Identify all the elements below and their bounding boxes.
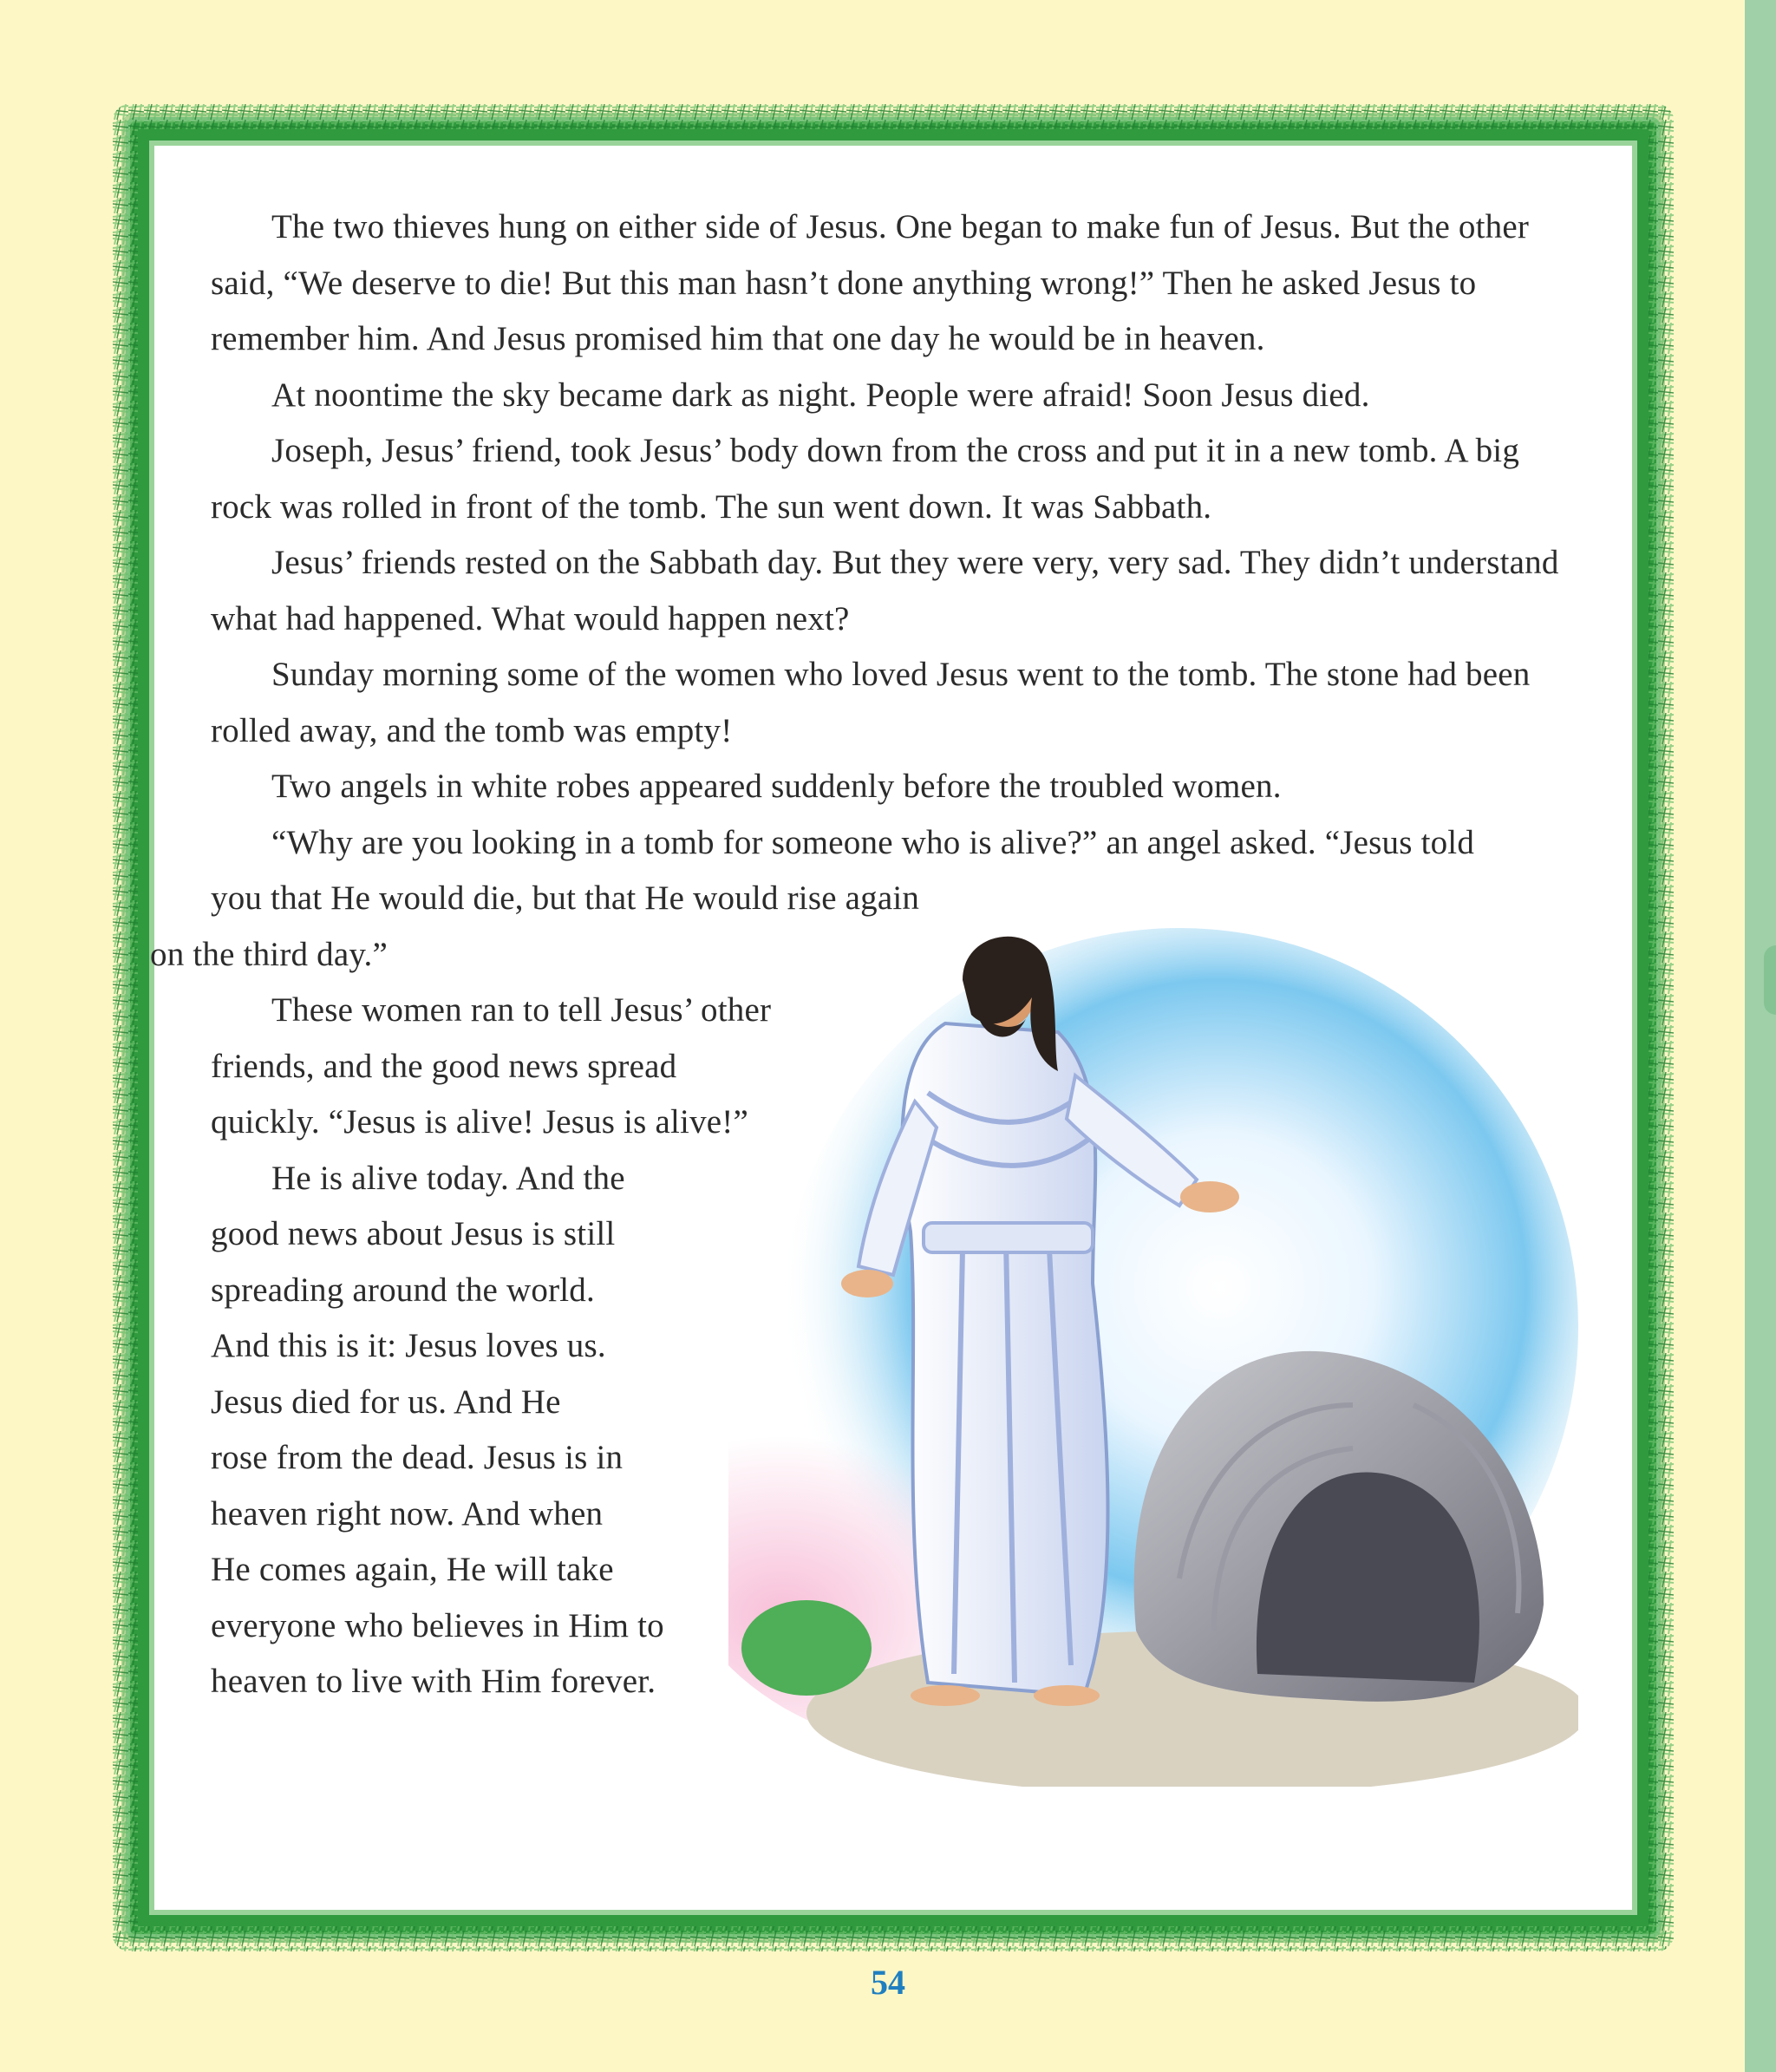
text-line: He is alive today. And the	[271, 1159, 625, 1197]
paragraph: At noontime the sky became dark as night. People were afraid! Soon Jesus died.	[271, 376, 1370, 414]
text-line: heaven to live with Him forever.	[211, 1663, 656, 1700]
bush	[741, 1600, 872, 1696]
paragraph: Sunday morning some of the women who loved Jesus went to the tomb. The stone had been rolled away, and the tomb was empty!	[211, 656, 1531, 749]
text-line: everyone who believes in Him to	[211, 1606, 664, 1644]
text-line: you that He would die, but that He would rise again	[211, 879, 920, 917]
text-line: These women ran to tell Jesus’ other	[271, 991, 772, 1029]
side-tab	[1764, 945, 1776, 1015]
text-line: friends, and the good news spread	[211, 1047, 677, 1085]
text-line: heaven right now. And when	[211, 1494, 604, 1533]
sash	[924, 1223, 1093, 1252]
page-number: 54	[871, 1963, 905, 2002]
risen-jesus-illustration	[728, 919, 1578, 1787]
text-line: Jesus died for us. And He	[211, 1382, 561, 1421]
text-line: And this is it: Jesus loves us.	[211, 1327, 606, 1364]
left-hand	[841, 1270, 893, 1297]
paragraph: Joseph, Jesus’ friend, took Jesus’ body down from the cross and put it in a new tomb. A big rock was rolled in front of the tomb. The sun went down. It was Sabbath.	[211, 432, 1520, 526]
side-strip	[1745, 0, 1776, 2072]
text-line: quickly. “Jesus is alive! Jesus is alive!”	[211, 1103, 748, 1141]
text-line: on the third day.”	[150, 935, 388, 973]
text-line: “Why are you looking in a tomb for someone who is alive?” an angel asked. “Jesus told	[271, 823, 1475, 861]
text-line: good news about Jesus is still	[211, 1215, 616, 1252]
paragraph: The two thieves hung on either side of Jesus. One began to make fun of Jesus. But the other said, “We deserve to die! But this man hasn’t done anything wrong!” Then he asked Jesus to remember him. And Jesus promised him that one day he would be in heaven.	[211, 208, 1530, 357]
text-line: rose from the dead. Jesus is in	[211, 1439, 624, 1476]
left-foot	[911, 1685, 980, 1706]
text-line: He comes again, He will take	[211, 1551, 614, 1588]
right-foot	[1034, 1685, 1100, 1706]
right-hand	[1180, 1181, 1239, 1212]
paragraph: Two angels in white robes appeared suddenly before the troubled women.	[271, 768, 1282, 805]
text-line: spreading around the world.	[211, 1271, 595, 1309]
paragraph: Jesus’ friends rested on the Sabbath day. But they were very, very sad. They didn’t understand what had happened. What would happen next?	[211, 544, 1559, 637]
